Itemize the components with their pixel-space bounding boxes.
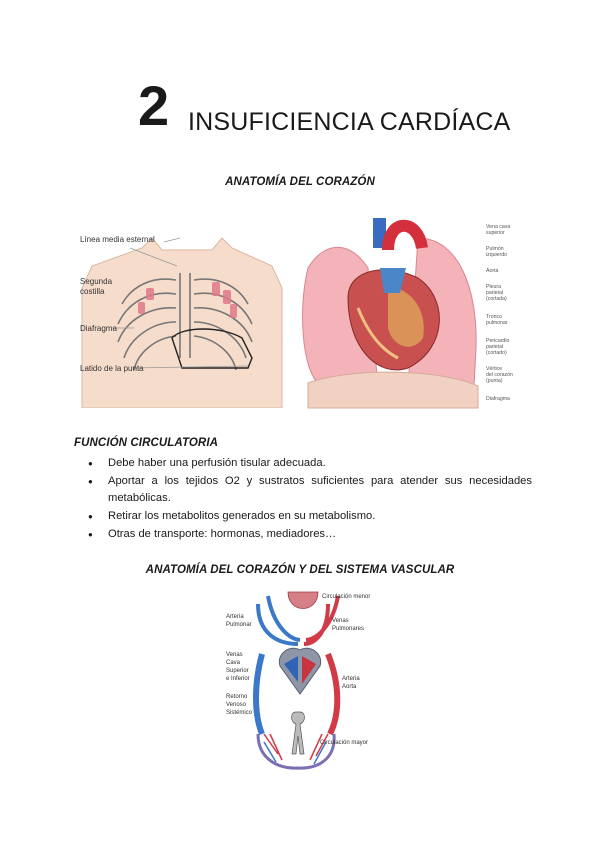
label-tronco: Tronco (486, 314, 502, 320)
list-item: ● Aportar a los tejidos O2 y sustratos suficientes para atender sus necesidades metabólicas. (92, 473, 532, 507)
anatomy-heading: ANATOMÍA DEL CORAZÓN (225, 176, 375, 188)
label-vena-cava: Vena cava (486, 224, 511, 230)
label-linea-media: Línea media esternal (80, 235, 155, 244)
label-venas-pulmonares-2: Pulmonares (332, 626, 365, 632)
label-arteria-pulmonar-2: Pulmonar (226, 622, 252, 628)
label-pleura: Pleura (486, 284, 501, 290)
heart-anatomy-figure (288, 208, 528, 414)
vascular-heading: ANATOMÍA DEL CORAZÓN Y DEL SISTEMA VASCULAR (145, 564, 455, 576)
label-arteria-aorta-2: Aorta (342, 684, 357, 690)
chest-anatomy-figure (72, 208, 292, 408)
chapter-number: 2 (138, 74, 170, 137)
list-item: ● Otras de transporte: hormonas, mediadores… (92, 526, 532, 543)
label-pulmon-2: izquierdo (486, 252, 508, 258)
label-tronco-2: pulmonar (486, 320, 508, 326)
function-list (92, 455, 532, 544)
circulation-figure (218, 584, 388, 772)
label-arteria-aorta: Arteria (342, 676, 360, 682)
label-venas-cava-2: Cava (226, 660, 241, 666)
label-vertice: Vértice (486, 366, 503, 372)
label-pleura-3: (cortada) (486, 296, 507, 302)
label-diafragma-heart: Diafragma (486, 396, 510, 402)
function-heading: FUNCIÓN CIRCULATORIA (74, 437, 219, 449)
label-pleura-2: parietal (486, 290, 504, 296)
chapter-title: INSUFICIENCIA CARDÍACA (188, 108, 511, 136)
label-diafragma: Diafragma (80, 324, 117, 333)
label-vena-cava-2: superior (486, 230, 505, 236)
label-circ-menor: Circulación menor (322, 594, 371, 600)
label-latido: Latido de la punta (80, 364, 144, 373)
list-item: ● Retirar los metabolitos generados en su metabolismo. (92, 508, 532, 525)
label-pericardio: Pericardio (486, 338, 510, 344)
label-pericardio-2: parietal (486, 344, 504, 350)
label-arteria-pulmonar: Arteria (226, 614, 244, 620)
heart-illustration (288, 208, 488, 414)
label-aorta: Aorta (486, 268, 499, 274)
label-circ-mayor: Circulación mayor (320, 740, 369, 746)
label-venas-cava: Venas (226, 652, 243, 658)
label-vertice-3: (punta) (486, 378, 503, 384)
label-pericardio-3: (cortado) (486, 350, 507, 356)
label-retorno-3: Sistémico (226, 710, 253, 716)
label-segunda: Segunda (80, 277, 113, 286)
label-retorno: Retorno (226, 694, 248, 700)
list-item: ● Debe haber una perfusión tisular adecuada. (92, 455, 532, 472)
label-retorno-2: Venoso (226, 702, 247, 708)
label-pulmon: Pulmón (486, 246, 504, 252)
label-venas-cava-3: Superior (226, 668, 249, 674)
label-costilla: costilla (80, 287, 105, 296)
label-venas-pulmonares: Venas (332, 618, 349, 624)
label-vertice-2: del corazón (486, 372, 513, 378)
label-venas-cava-4: e Inferior (226, 676, 250, 682)
